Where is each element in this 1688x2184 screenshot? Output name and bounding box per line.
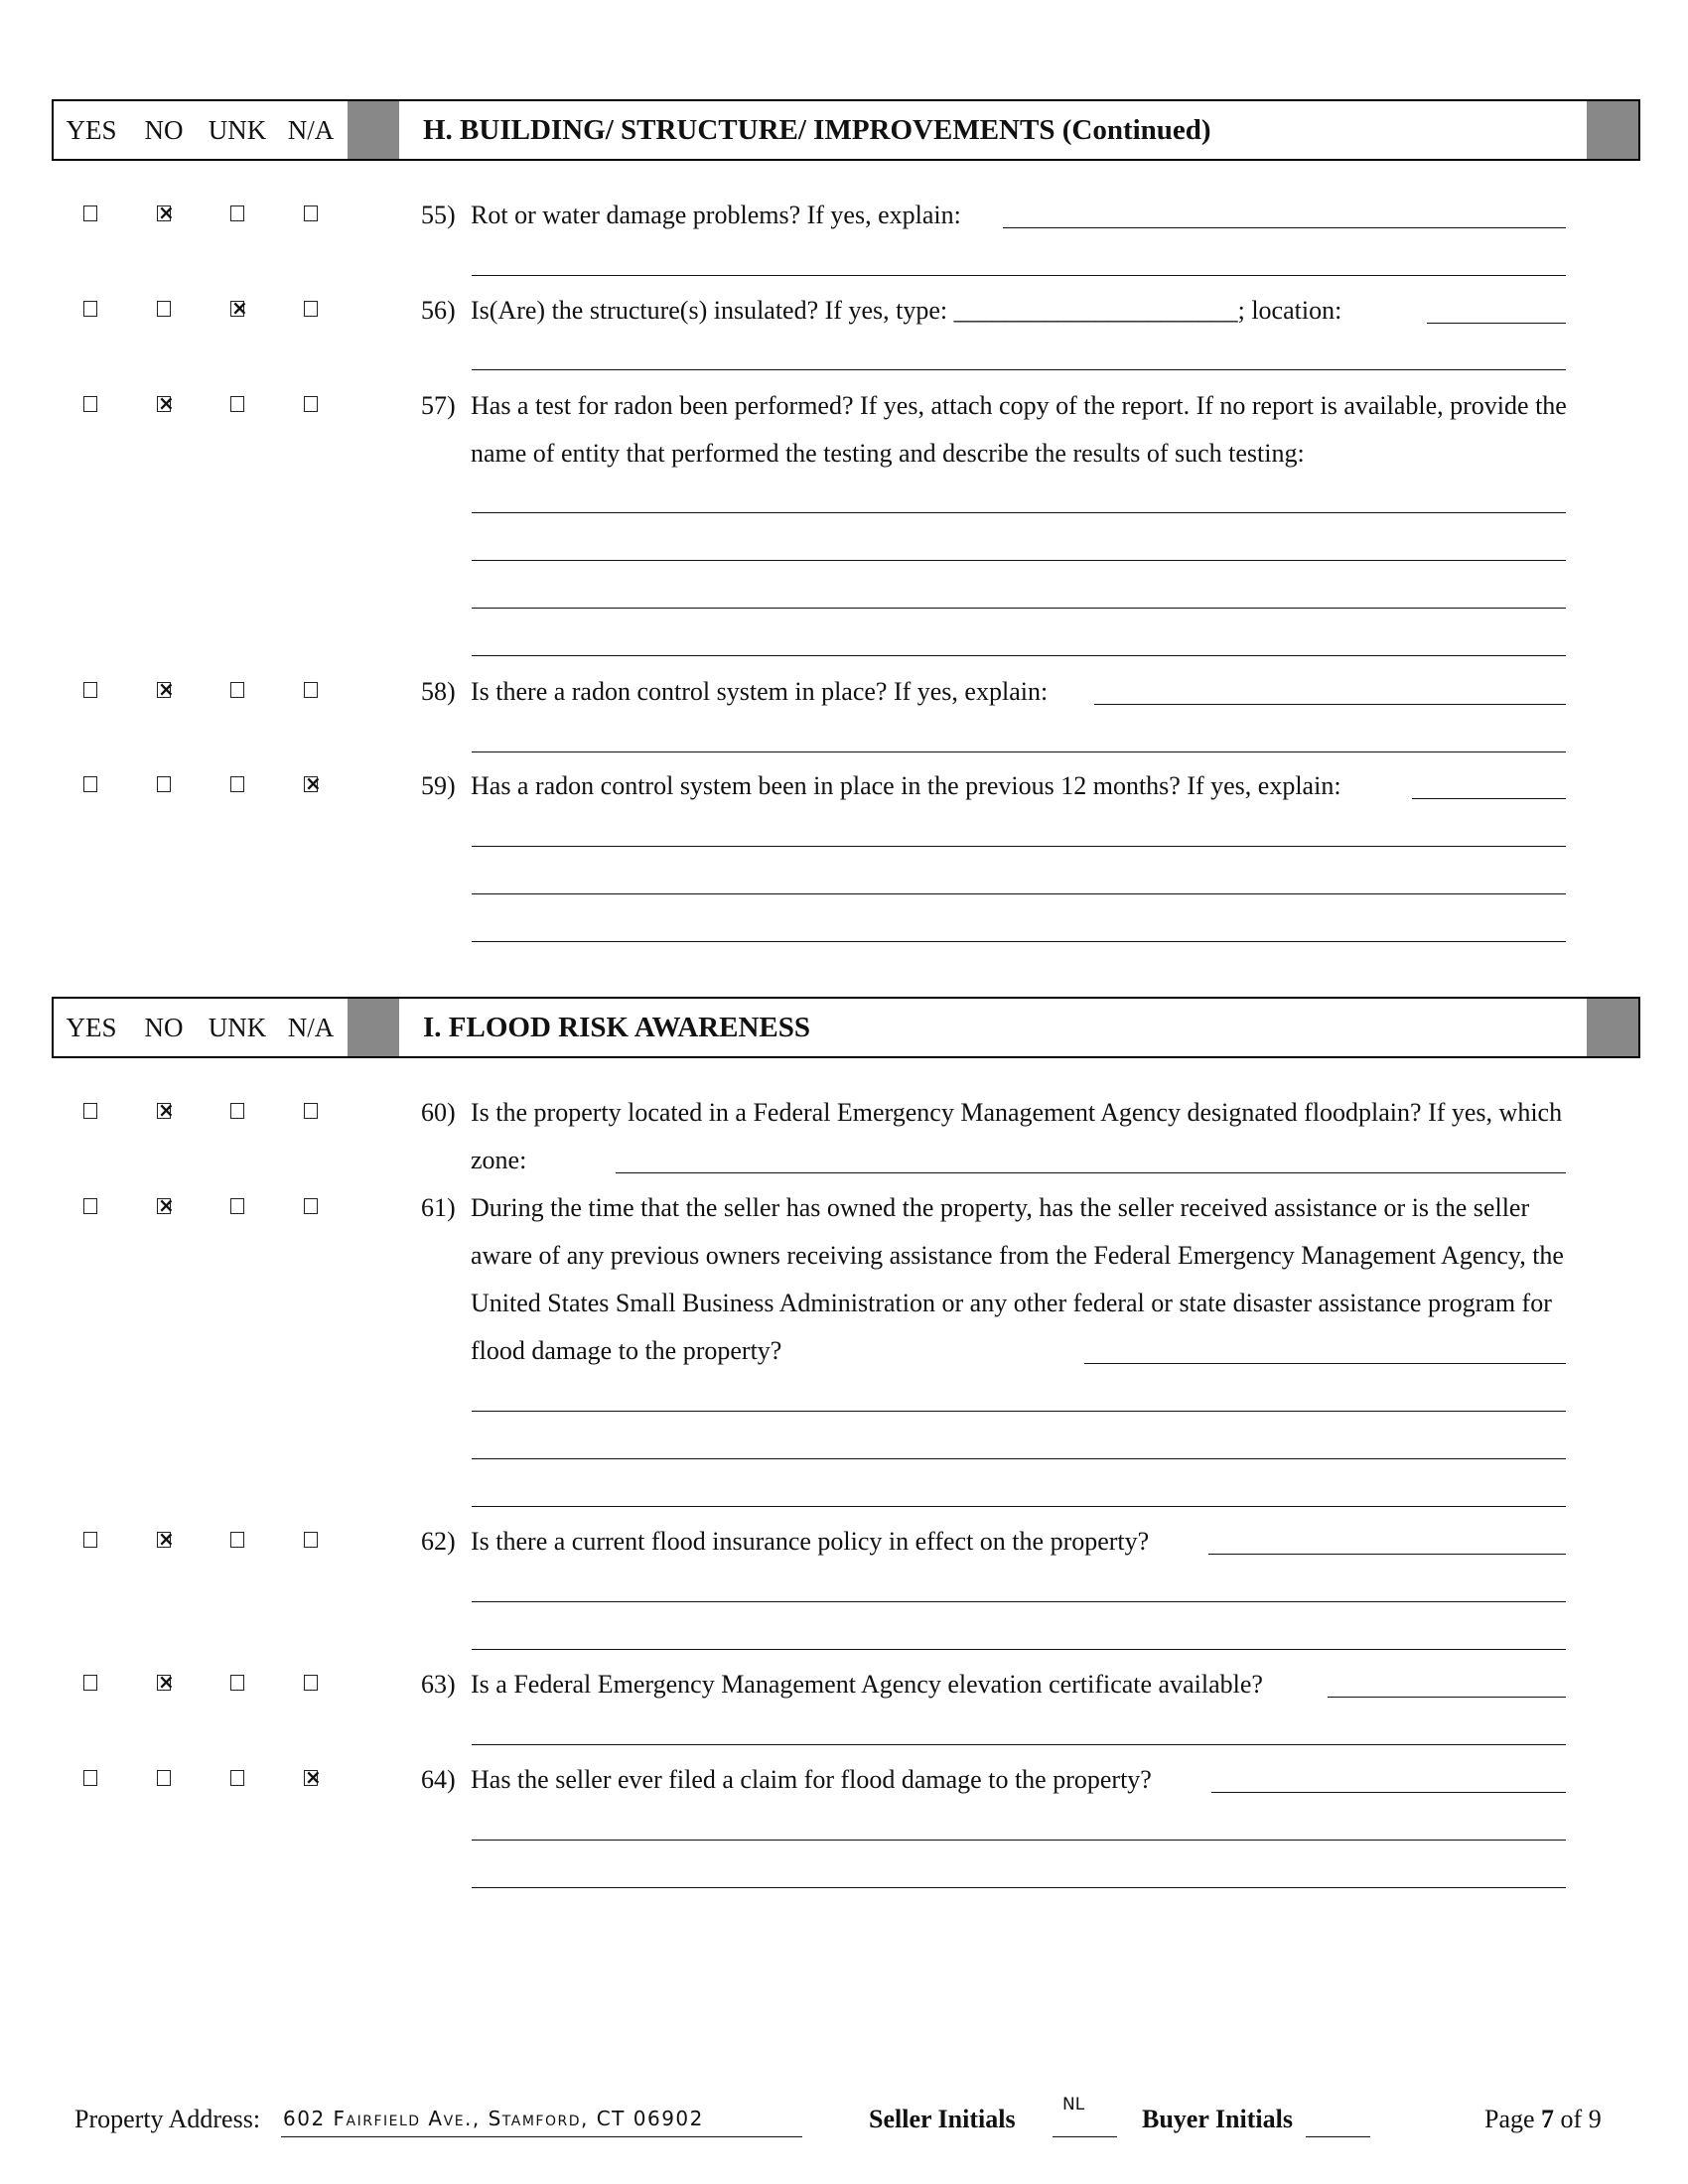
question-text: Has a test for radon been performed? If yes, attach copy of the report. If no report is available, provide the name of entity that performed the testing and describe the results of such testing: (471, 391, 1567, 468)
column-labels (54, 1013, 348, 1043)
checkbox-yes[interactable] (83, 776, 97, 792)
checkbox-no[interactable] (157, 1103, 171, 1119)
col-na: N/A (287, 114, 335, 145)
checkbox-no[interactable] (157, 1198, 171, 1214)
checkbox-unk[interactable] (230, 205, 244, 221)
checkbox-na[interactable] (304, 301, 318, 317)
checkbox-no[interactable] (157, 1675, 171, 1691)
checkbox-na[interactable] (304, 1103, 318, 1119)
checkbox-yes[interactable] (83, 396, 97, 412)
checkbox-unk[interactable] (230, 1675, 244, 1691)
question-text: Is there a current flood insurance policy in effect on the property? (471, 1527, 1150, 1556)
checkbox-unk[interactable] (230, 301, 244, 317)
answer-line[interactable] (472, 1840, 1566, 1841)
checkbox-no[interactable] (157, 205, 171, 221)
checkbox-no[interactable] (157, 396, 171, 412)
question-number: 64) (421, 1765, 456, 1794)
answer-line[interactable] (1328, 1697, 1566, 1698)
answer-line[interactable] (1094, 704, 1566, 705)
property-address-value[interactable]: 602 Fairfield Ave., Stamford, CT 06902 (283, 2107, 704, 2130)
question-text: Is there a radon control system in place? If yes, explain: (471, 677, 1049, 706)
col-yes: YES (66, 114, 117, 145)
property-address-line (281, 2136, 802, 2137)
checkbox-na[interactable] (304, 682, 318, 698)
question-text: Is the property located in a Federal Emergency Management Agency designated floodplain? If yes, which zone: (471, 1098, 1563, 1174)
checkbox-yes[interactable] (83, 1675, 97, 1691)
checkbox-no[interactable] (157, 776, 171, 792)
page-label: Page (1484, 2105, 1535, 2133)
question-text: Is(Are) the structure(s) insulated? If yes, type: ______________________; location: (471, 296, 1342, 325)
question-text: Rot or water damage problems? If yes, explain: (471, 201, 961, 229)
seller-initials-value[interactable]: NL (1062, 2095, 1085, 2115)
checkbox-unk[interactable] (230, 776, 244, 792)
page-number: 7 (1541, 2105, 1555, 2133)
header-gray-block-right (1587, 101, 1638, 159)
col-no: NO (144, 114, 184, 145)
checkbox-unk[interactable] (230, 682, 244, 698)
answer-line[interactable] (472, 655, 1566, 656)
checkbox-na[interactable] (304, 776, 318, 792)
checkbox-na[interactable] (304, 1675, 318, 1691)
question-number: 62) (421, 1527, 456, 1556)
col-unk: UNK (208, 114, 267, 145)
checkbox-na[interactable] (304, 1770, 318, 1786)
answer-line[interactable] (472, 560, 1566, 561)
header-gray-block-right (1587, 999, 1638, 1056)
checkbox-unk[interactable] (230, 396, 244, 412)
checkbox-na[interactable] (304, 396, 318, 412)
question-text: During the time that the seller has owned the property, has the seller received assistance or is the seller aware of any previous owners receiving assistance from the Federal Emergency Management Agency, the United States Small Business Administration or any other federal or state disaster assistance program for flood damage to the property? (471, 1193, 1564, 1365)
col-no: NO (144, 1012, 184, 1042)
answer-line[interactable] (472, 846, 1566, 847)
answer-line[interactable] (472, 1601, 1566, 1602)
answer-line[interactable] (472, 1458, 1566, 1459)
checkbox-yes[interactable] (83, 1532, 97, 1548)
answer-line[interactable] (472, 608, 1566, 609)
checkbox-no[interactable] (157, 682, 171, 698)
answer-line[interactable] (1427, 323, 1566, 324)
column-labels (54, 115, 348, 146)
checkbox-yes[interactable] (83, 682, 97, 698)
buyer-initials-label: Buyer Initials (1142, 2105, 1293, 2133)
section-i-header (52, 997, 1640, 1058)
question-number: 61) (421, 1193, 456, 1222)
question-number: 55) (421, 201, 456, 229)
property-address-label: Property Address: (74, 2105, 261, 2133)
answer-line[interactable] (472, 1649, 1566, 1650)
checkbox-na[interactable] (304, 205, 318, 221)
question-number: 58) (421, 677, 456, 706)
answer-line[interactable] (472, 751, 1566, 752)
answer-line[interactable] (472, 1744, 1566, 1745)
seller-initials-label: Seller Initials (869, 2105, 1016, 2133)
checkbox-na[interactable] (304, 1532, 318, 1548)
answer-line[interactable] (1084, 1363, 1566, 1364)
answer-line[interactable] (472, 941, 1566, 942)
question-text: Has the seller ever filed a claim for flood damage to the property? (471, 1765, 1152, 1794)
checkbox-unk[interactable] (230, 1770, 244, 1786)
answer-line[interactable] (472, 893, 1566, 894)
checkbox-yes[interactable] (83, 1770, 97, 1786)
page-footer (74, 2095, 1623, 2144)
seller-initials-line (1053, 2136, 1117, 2137)
answer-line[interactable] (1412, 798, 1566, 799)
question-text: Is a Federal Emergency Management Agency elevation certificate available? (471, 1670, 1263, 1699)
question-text: Has a radon control system been in place in the previous 12 months? If yes, explain: (471, 771, 1341, 800)
header-gray-block-left (348, 999, 399, 1056)
checkbox-yes[interactable] (83, 205, 97, 221)
section-i (52, 997, 1640, 1058)
buyer-initials-line[interactable] (1306, 2136, 1370, 2137)
question-number: 57) (421, 391, 456, 420)
answer-line[interactable] (1211, 1792, 1566, 1793)
answer-line[interactable] (616, 1172, 1566, 1173)
section-i-title: I. FLOOD RISK AWARENESS (423, 1011, 810, 1043)
checkbox-unk[interactable] (230, 1532, 244, 1548)
checkbox-unk[interactable] (230, 1198, 244, 1214)
col-na: N/A (287, 1012, 335, 1042)
page-of: of 9 (1560, 2105, 1602, 2133)
question-number: 56) (421, 296, 456, 325)
header-gray-block-left (348, 101, 399, 159)
checkbox-yes[interactable] (83, 1103, 97, 1119)
question-number: 59) (421, 771, 456, 800)
question-number: 63) (421, 1670, 456, 1699)
answer-line[interactable] (1003, 227, 1566, 228)
checkbox-yes[interactable] (83, 301, 97, 317)
checkbox-unk[interactable] (230, 1103, 244, 1119)
answer-line[interactable] (472, 1411, 1566, 1412)
answer-line[interactable] (472, 1506, 1566, 1507)
answer-line[interactable] (1208, 1554, 1566, 1555)
section-h-header (52, 99, 1640, 161)
checkbox-na[interactable] (304, 1198, 318, 1214)
page-indicator (1484, 2105, 1602, 2134)
section-h (52, 99, 1640, 161)
answer-line[interactable] (472, 512, 1566, 513)
col-yes: YES (66, 1012, 117, 1042)
checkbox-yes[interactable] (83, 1198, 97, 1214)
question-number: 60) (421, 1098, 456, 1127)
checkbox-no[interactable] (157, 1770, 171, 1786)
col-unk: UNK (208, 1012, 267, 1042)
checkbox-no[interactable] (157, 1532, 171, 1548)
checkbox-no[interactable] (157, 301, 171, 317)
section-h-title: H. BUILDING/ STRUCTURE/ IMPROVEMENTS (Continued) (423, 113, 1211, 146)
answer-line[interactable] (472, 1887, 1566, 1888)
answer-line[interactable] (472, 275, 1566, 276)
answer-line[interactable] (472, 369, 1566, 370)
